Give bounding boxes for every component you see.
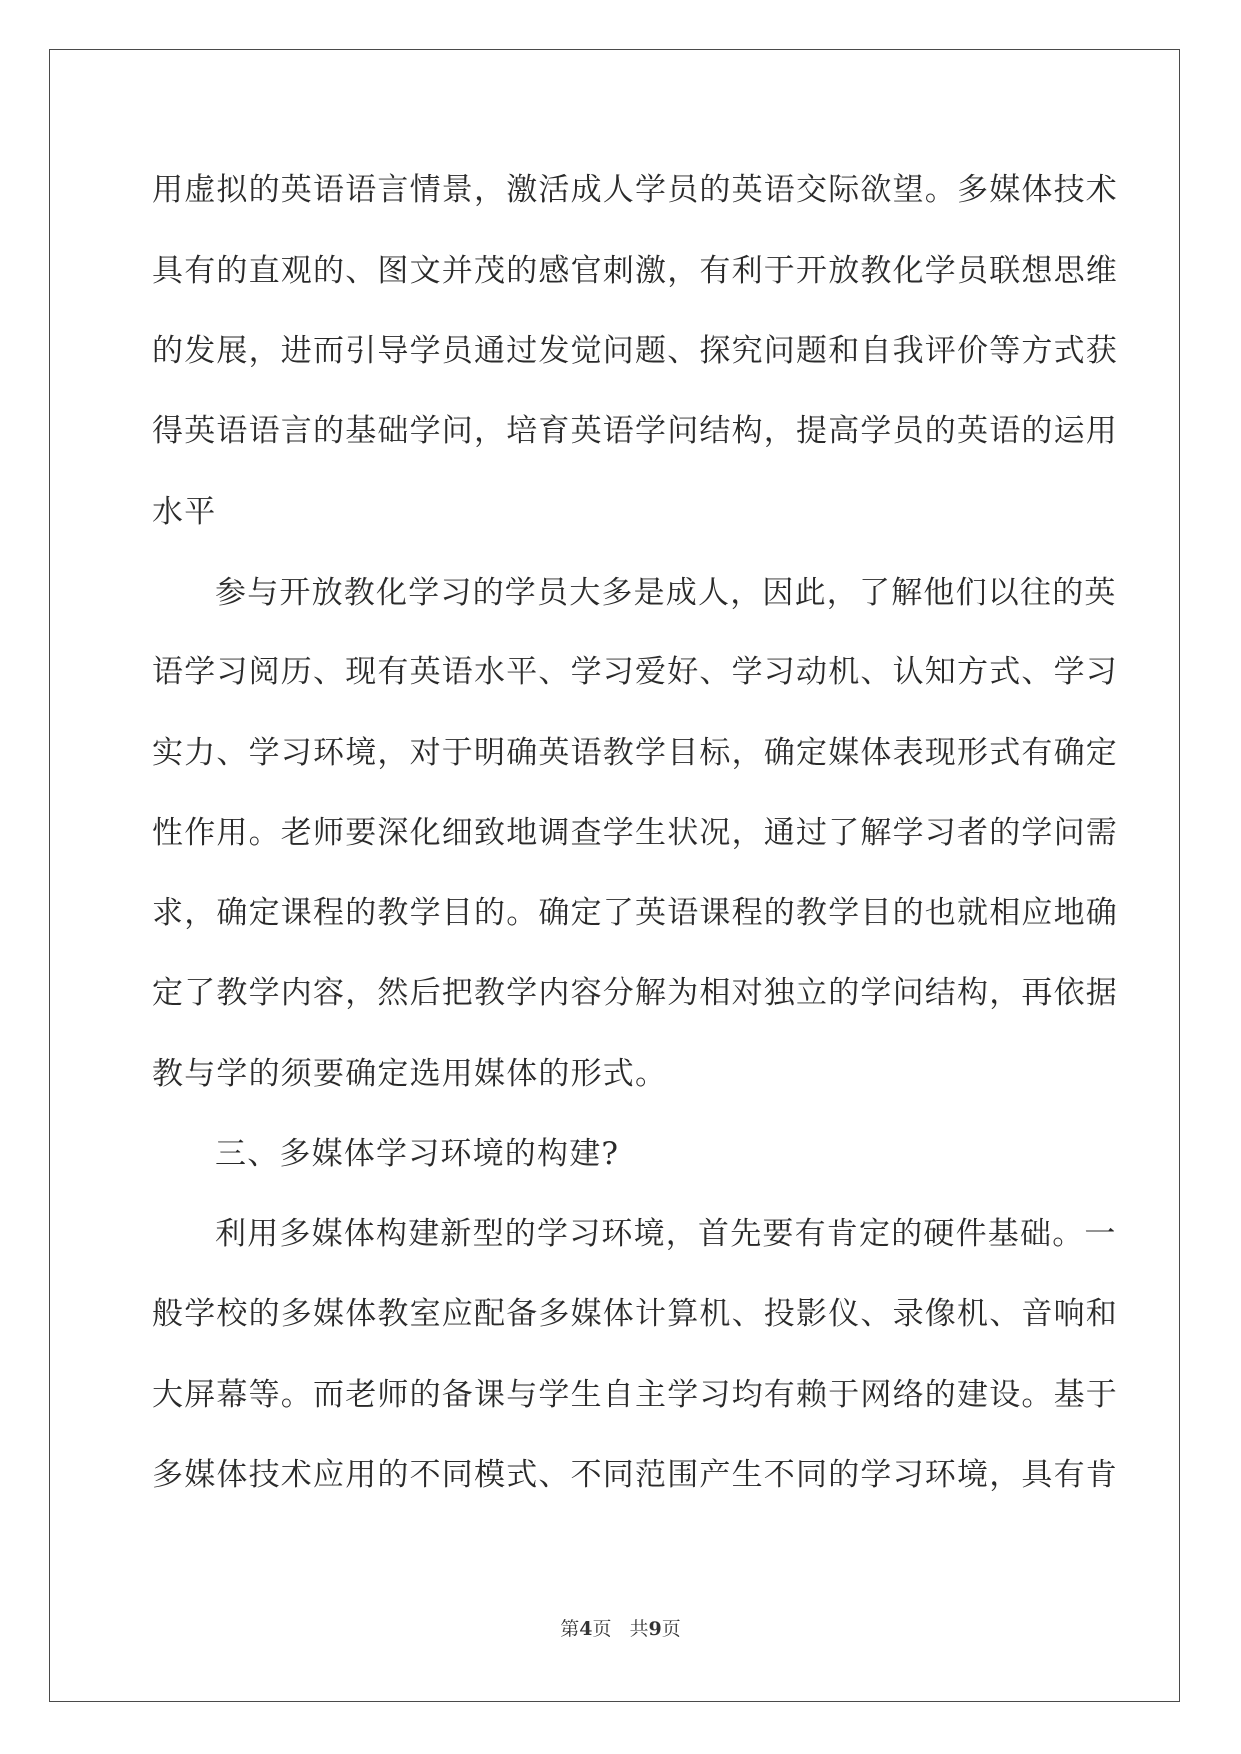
text-line: 般学校的多媒体教室应配备多媒体计算机、投影仪、录像机、音响和: [152, 1296, 1118, 1332]
text-line: 得英语语言的基础学问，培育英语学问结构，提高学员的英语的运用: [152, 413, 1118, 449]
footer-page-prefix: 第: [560, 1618, 580, 1640]
section-heading: 三、多媒体学习环境的构建?: [215, 1136, 620, 1172]
page-footer: [0, 1617, 1241, 1641]
text-line: 语学习阅历、现有英语水平、学习爱好、学习动机、认知方式、学习: [152, 654, 1118, 690]
footer-page-number: 4: [579, 1618, 593, 1640]
text-line: 大屏幕等。而老师的备课与学生自主学习均有赖于网络的建设。基于: [152, 1377, 1118, 1413]
text-line: 求，确定课程的教学目的。确定了英语课程的教学目的也就相应地确: [152, 895, 1118, 931]
text-line: 用虚拟的英语语言情景，激活成人学员的英语交际欲望。多媒体技术: [152, 172, 1118, 208]
text-line: 利用多媒体构建新型的学习环境，首先要有肯定的硬件基础。一: [215, 1216, 1117, 1252]
text-line: 参与开放教化学习的学员大多是成人，因此，了解他们以往的英: [215, 575, 1117, 611]
text-line: 性作用。老师要深化细致地调查学生状况，通过了解学习者的学问需: [152, 815, 1118, 851]
footer-page-suffix: 页: [592, 1618, 612, 1640]
text-line: 定了教学内容，然后把教学内容分解为相对独立的学问结构，再依据: [152, 975, 1118, 1011]
footer-total-pages: 9: [648, 1618, 662, 1640]
text-line: 水平: [152, 494, 217, 530]
text-line: 教与学的须要确定选用媒体的形式。: [152, 1056, 668, 1092]
text-line: 的发展，进而引导学员通过发觉问题、探究问题和自我评价等方式获: [152, 333, 1118, 369]
text-line: 多媒体技术应用的不同模式、不同范围产生不同的学习环境，具有肯: [152, 1457, 1118, 1493]
footer-total-prefix: 共: [629, 1618, 649, 1640]
footer-total-suffix: 页: [661, 1618, 681, 1640]
text-line: 实力、学习环境，对于明确英语教学目标，确定媒体表现形式有确定: [152, 735, 1118, 771]
text-line: 具有的直观的、图文并茂的感官刺激，有利于开放教化学员联想思维: [152, 253, 1118, 289]
